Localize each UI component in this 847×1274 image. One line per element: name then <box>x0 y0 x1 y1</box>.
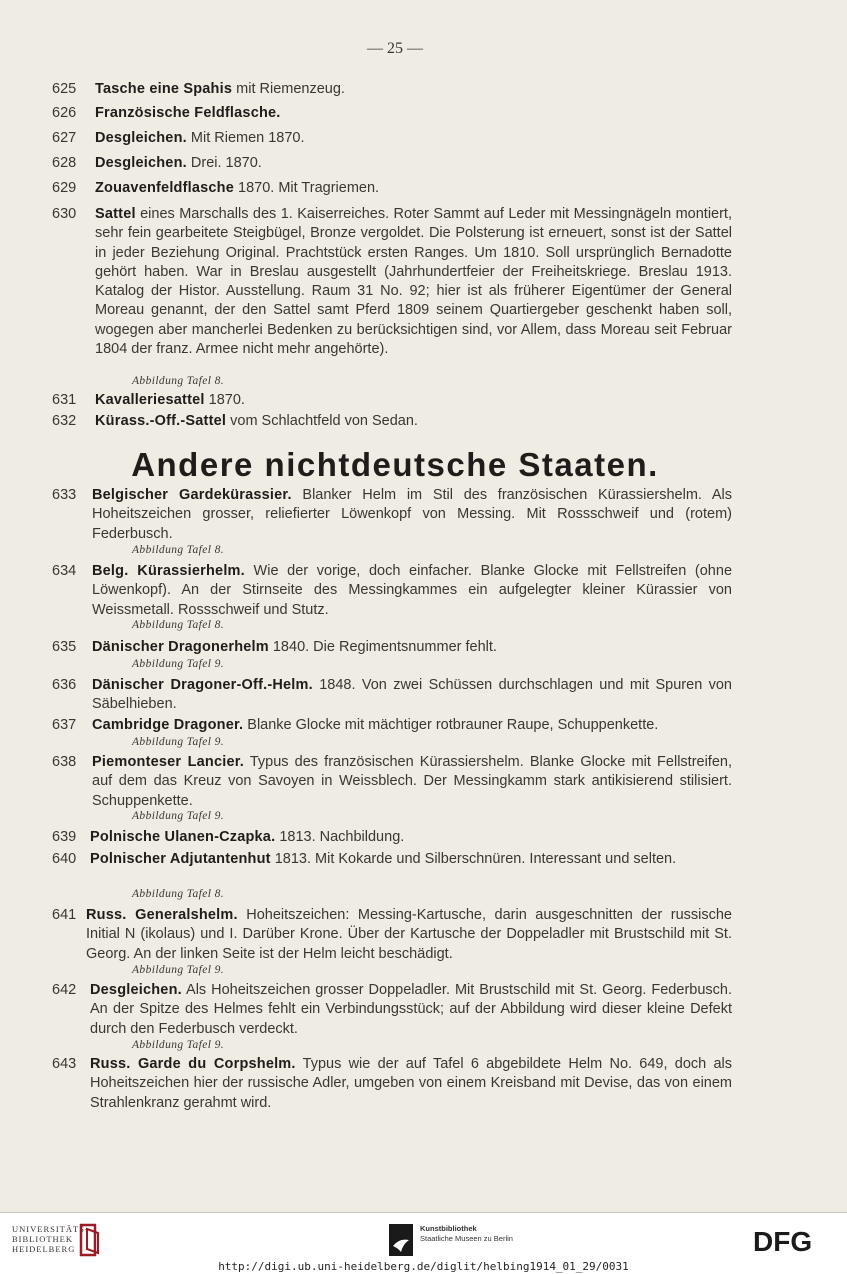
entry-text <box>95 154 732 173</box>
entry-description: Drei. 1870. <box>186 155 262 171</box>
entry-title: Tasche eine Spahis <box>95 81 233 97</box>
viewer-footer <box>0 1212 847 1274</box>
page-number: — 25 — <box>367 40 423 57</box>
entry-number: 637 <box>52 717 77 733</box>
illustration-reference: Abbildung Tafel 8. <box>132 619 225 631</box>
entry-number: 635 <box>52 639 77 655</box>
entry-title: Polnische Ulanen-Czapka. <box>90 829 276 845</box>
illustration-reference: Abbildung Tafel 8. <box>132 544 225 556</box>
entry-text <box>90 981 732 1039</box>
entry-number: 641 <box>52 907 77 923</box>
source-url[interactable]: http://digi.ub.uni-heidelberg.de/diglit/helbing1914_01_29/0031 <box>218 1260 629 1273</box>
entry-description: Typus wie der auf Tafel 6 abgebildete Helm No. 649, doch als Hoheitszeichen hier der russische Adler, umgeben von einem Kreisband mit Devise, das von einem Strahlenkranz gerahmt wird. <box>90 1056 732 1111</box>
entry-number: 640 <box>52 851 77 867</box>
entry-number: 627 <box>52 130 77 146</box>
entry-title: Desgleichen. <box>95 155 187 171</box>
kunstbibliothek-title: Kunstbibliothek <box>420 1224 477 1233</box>
entry-number: 628 <box>52 155 77 171</box>
logo-line: BIBLIOTHEK <box>12 1234 73 1244</box>
entry-description: Typus des französischen Kürassiershelm. Blanke Glocke mit Fellstreifen, auf dem das Kreuz von Savoyen in Weissblech. Der Messingkamm stark antikisierend stilisiert. Schuppenkette. <box>92 754 732 809</box>
entry-text <box>90 850 732 869</box>
entry-title: Dänischer Dragonerhelm <box>92 639 269 655</box>
entry-title: Belg. Kürassierhelm. <box>92 563 245 579</box>
entry-title: Desgleichen. <box>90 982 182 998</box>
illustration-reference: Abbildung Tafel 9. <box>132 810 225 822</box>
entry-title: Cambridge Dragoner. <box>92 717 244 733</box>
entry-text <box>92 486 732 544</box>
kunstbibliothek-logo-icon <box>389 1224 413 1256</box>
entry-description: mit Riemenzeug. <box>232 81 345 97</box>
illustration-reference: Abbildung Tafel 8. <box>132 375 225 387</box>
entry-title: Polnischer Adjutantenhut <box>90 851 271 867</box>
kunstbibliothek-logo-text <box>420 1224 513 1244</box>
entry-description: Blanker Helm im Stil des französischen Kürassiershelm. Als Hoheitszeichen grosser, reliefierter Löwenkopf von Messing. Mit Rossschweif und (rotem) Federbusch. <box>92 487 732 542</box>
entry-number: 638 <box>52 754 77 770</box>
entry-text <box>92 716 732 735</box>
dfg-logo-text: DFG <box>753 1227 813 1255</box>
logo-line: UNIVERSITÄTS- <box>12 1224 89 1234</box>
entry-title: Desgleichen. <box>95 130 187 146</box>
illustration-reference: Abbildung Tafel 9. <box>132 736 225 748</box>
entry-title: Zouavenfeldflasche <box>95 180 234 196</box>
entry-number: 626 <box>52 105 77 121</box>
entry-number: 633 <box>52 487 77 503</box>
entry-number: 634 <box>52 563 77 579</box>
entry-number: 643 <box>52 1056 77 1072</box>
entry-title: Französische Feldflasche. <box>95 105 281 121</box>
section-heading: Andere nichtdeutsche Staaten. <box>131 446 659 483</box>
entry-number: 636 <box>52 677 77 693</box>
dfg-logo-icon <box>753 1227 835 1255</box>
entry-title: Piemonteser Lancier. <box>92 754 244 770</box>
illustration-reference: Abbildung Tafel 9. <box>132 658 225 670</box>
entry-text <box>92 562 732 620</box>
entry-title: Belgischer Gardekürassier. <box>92 487 292 503</box>
university-library-logo-icon <box>79 1223 101 1257</box>
entry-number: 630 <box>52 206 77 222</box>
university-library-logo-text <box>12 1224 89 1254</box>
entry-description: Mit Riemen 1870. <box>186 130 305 146</box>
entry-text <box>95 179 732 198</box>
illustration-reference: Abbildung Tafel 9. <box>132 964 225 976</box>
entry-description: 1813. Nachbildung. <box>275 829 405 845</box>
entry-text <box>90 1055 732 1113</box>
entry-description: Blanke Glocke mit mächtiger rotbrauner Raupe, Schuppenkette. <box>243 717 659 733</box>
entry-description: eines Marschalls des 1. Kaiserreiches. Roter Sammt auf Leder mit Messingnägeln montiert, sehr fein gearbeitete Steigbügel, Bronze vergoldet. Die Polsterung ist erneuert, sonst ist der Sattel in jeder Beziehung Original. Prachtstück ersten Ranges. Um 1810. Soll ursprünglich Bernadotte gehört haben. War in Breslau ausgestellt (Jahrhundertfeier der Freiheitskriege. Breslau 1913. Katalog der Histor. Ausstellung. Raum 31 No. 92; hier ist als früherer Eigentümer der General Moreau genannt, der den Sattel samt Pferd 1809 seinem Quartiergeber geschenkt haben soll, wogegen aber mancherlei Bedenken zu berücksichtigen sind, vor Allem, dass Moreau seit Februar 1804 der franz. Armee nicht mehr angehörte). <box>95 206 732 358</box>
entry-text <box>86 906 732 964</box>
entry-text <box>90 828 732 847</box>
entry-number: 632 <box>52 413 77 429</box>
entry-number: 631 <box>52 392 77 408</box>
entry-text <box>95 391 732 410</box>
entry-description: Wie der vorige, doch einfacher. Blanke Glocke mit Fellstreifen (ohne Löwenkopf). An der Stirnseite des Messingkammes ein aufgelegter kleiner Kürassier von Weissmetall. Rossschweif und Stutz. <box>92 563 733 618</box>
entry-text <box>95 412 732 431</box>
entry-text <box>92 753 732 811</box>
entry-title: Kürass.-Off.-Sattel <box>95 413 227 429</box>
entry-number: 642 <box>52 982 77 998</box>
entry-title: Sattel <box>95 206 136 222</box>
entry-number: 639 <box>52 829 77 845</box>
entry-text <box>95 129 732 148</box>
entry-description: 1848. Von zwei Schüssen durchschlagen und mit Spuren von Säbelhieben. <box>92 677 732 713</box>
entry-title: Kavalleriesattel <box>95 392 205 408</box>
entry-title: Dänischer Dragoner-Off.-Helm. <box>92 677 313 693</box>
illustration-reference: Abbildung Tafel 8. <box>132 888 225 900</box>
entry-text <box>92 638 732 657</box>
kunstbibliothek-subtitle: Staatliche Museen zu Berlin <box>420 1234 513 1243</box>
entry-description: Hoheitszeichen: Messing-Kartusche, darin ausgeschnitten der russische Initial N (ikolaus) und I. Darüber Krone. Über der Kartusche der Doppeladler mit Brustschild mit St. Georg. An der linken Seite ist der Helm leicht beschädigt. <box>86 907 732 962</box>
entry-text <box>95 205 732 359</box>
entry-text <box>92 676 732 715</box>
entry-description: 1870. Mit Tragriemen. <box>233 180 380 196</box>
entry-text <box>95 80 732 99</box>
entry-description: 1870. <box>204 392 245 408</box>
entry-text <box>95 104 732 123</box>
entry-title: Russ. Generalshelm. <box>86 907 238 923</box>
entry-title: Russ. Garde du Corpshelm. <box>90 1056 296 1072</box>
entry-number: 625 <box>52 81 77 97</box>
entry-description: Als Hoheitszeichen grosser Doppeladler. Mit Brustschild mit St. Georg. Federbusch. An der Spitze des Helmes fehlt ein Verbindungsstück; auf der Abbildung wird dieser kleine Defekt durch den Federbusch verdeckt. <box>90 982 732 1037</box>
entry-description: 1813. Mit Kokarde und Silberschnüren. Interessant und selten. <box>270 851 677 867</box>
illustration-reference: Abbildung Tafel 9. <box>132 1039 225 1051</box>
entry-description: vom Schlachtfeld von Sedan. <box>226 413 418 429</box>
logo-line: HEIDELBERG <box>12 1244 76 1254</box>
entry-description: 1840. Die Regimentsnummer fehlt. <box>268 639 497 655</box>
entry-number: 629 <box>52 180 77 196</box>
